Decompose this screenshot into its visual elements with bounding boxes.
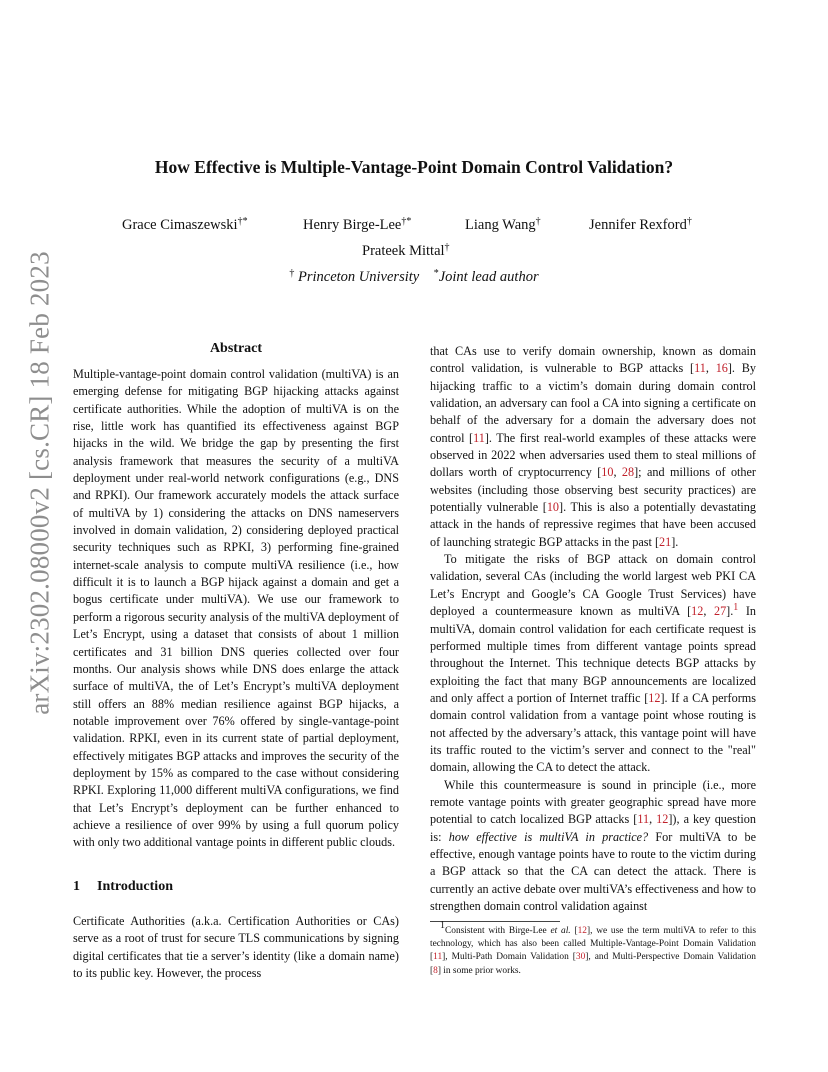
citation-link[interactable]: 10	[546, 500, 560, 515]
text-run: that CAs use to verify domain ownership, known as domain control validation, is vulnerable to BGP attacks [	[430, 344, 756, 376]
intro-body: Certificate Authorities (a.k.a. Certification Authorities or CAs) serve as a root of trust for secure TLS communications by signing digital certificates that tie a server’s identity (like a domain name) to its public key. However, the process	[73, 914, 399, 981]
text-run: ].	[671, 534, 679, 549]
text-run: In multiVA, domain control validation for each certificate request is performed multiple times from different vantage points spread throughout the Internet. This technique detects BGP attacks by exploiting the fact that many BGP announcements are localized and only affect a portion of Internet traffic [	[430, 604, 756, 705]
author: Henry Birge-Lee†*	[303, 216, 412, 233]
citation-link[interactable]: 8	[433, 965, 438, 976]
text-run: [	[570, 926, 578, 936]
citation-link[interactable]: 12	[577, 926, 587, 936]
right-column	[430, 343, 756, 915]
citation-link[interactable]: 11	[473, 430, 485, 445]
text-run: ]; and millions of other websites (including those observing best security practices) are potentially vulnerable [	[430, 465, 756, 515]
emphasis: how effective is multiVA in practice?	[448, 829, 649, 844]
citation-link[interactable]: 12	[656, 812, 669, 827]
footnote-rule	[430, 921, 560, 922]
text-run: To mitigate the risks of BGP attack on domain control validation, several CAs (including the world largest web PKI CA Let’s Encrypt and Google’s CA Google Trust Services) have deployed a countermeasure known as multiVA [	[430, 552, 756, 619]
text-run: Consistent with Birge-Lee	[445, 926, 551, 936]
text-run: ]. The first real-world examples of these attacks were observed in 2022 when adversaries used them to steal millions of dollars worth of cryptocurrency [	[430, 430, 756, 480]
footnote-marker[interactable]: 1	[733, 602, 739, 614]
citation-link[interactable]: 30	[575, 952, 586, 963]
citation-link[interactable]: 16	[715, 361, 728, 376]
text-run: For multiVA to be effective, enough vantage points have to route to the victim during a BGP attack so that the CA can detect the attack. There is currently an active debate over multiVA’s effectiveness and how to strengthen domain control validation against	[430, 829, 757, 913]
citation-link[interactable]: 11	[433, 952, 443, 963]
text-run: ]. By hijacking traffic to a victim’s domain during domain control validation, an adversary can fool a CA into signing a certificate on behalf of the adversary for a domain the adversary does not control [	[430, 361, 756, 445]
citation-link[interactable]: 12	[648, 690, 661, 705]
emphasis: et al.	[550, 926, 571, 936]
text-run: ]), a key question is:	[430, 812, 756, 844]
affiliation: † Princeton University *Joint lead author	[289, 268, 539, 285]
paragraph	[430, 551, 756, 776]
text-run: ,	[649, 812, 657, 827]
citation-link[interactable]: 11	[637, 812, 650, 827]
author: Grace Cimaszewski†*	[122, 216, 248, 233]
text-run: ], Multi-Path Domain Validation [	[442, 952, 576, 963]
paragraph	[430, 777, 756, 916]
author: Liang Wang†	[465, 216, 541, 233]
text-run: ], and Multi-Perspective Domain Validation [	[430, 952, 756, 976]
text-run: ,	[703, 604, 714, 619]
paper-title: How Effective is Multiple-Vantage-Point Domain Control Validation?	[154, 157, 674, 177]
citation-link[interactable]: 12	[691, 604, 704, 619]
text-run: ,	[613, 465, 622, 480]
abstract-body: Multiple-vantage-point domain control validation (multiVA) is an emerging defense for mitigating BGP hijacking attacks against certificate authorities. While the adoption of multiVA is on the rise, little work has quantified its effectiveness against BGP hijacks in the wild. We bridge the gap by presenting the first analysis framework that measures the security of a multiVA deployment under real-world network configurations (e.g., DNS and RPKI). Our framework accurately models the attack surface of multiVA by 1) considering the attacks on DNS nameservers involved in domain validation, 2) considering deployed practical security techniques such as RPKI, 3) performing fine-grained internet-scale analysis to compute multiVA resilience (i.e., how difficult it is to launch a BGP hijack against a domain and get a bogus certificate under multiVA). We use our framework to perform a rigorous security analysis of the multiVA deployment of Let’s Encrypt, using a dataset that consists of about 1 million certificates and 31 billion DNS queries collected over four months. Our analysis shows while DNS does enlarge the attack surface of multiVA, the of Let’s Encrypt’s multiVA deployment still offers an 88% median resilience against BGP hijacks, a notable improvement over 76% offered by single-vantage-point validation. RPKI, even in its current state of partial deployment, effectively mitigates BGP attacks and improves the security of the deployment by 15% as compared to the case without considering RPKI. Exploring 11,000 different multiVA configurations, we find that Let’s Encrypt’s deployment can be further enhanced to achieve a resilience of over 99% by using a full quorum policy with only two additional vantage points in different public clouds.	[73, 367, 399, 850]
citation-link[interactable]: 21	[659, 534, 672, 549]
footnote	[430, 920, 757, 978]
text-run: ,	[705, 361, 716, 376]
citation-link[interactable]: 11	[694, 361, 706, 376]
author: Jennifer Rexford†	[589, 216, 692, 233]
text-run: ]. This is also a potentially devastating attack in the hands of repressive regimes that have been accused of launching strategic BGP attacks in the past [	[430, 500, 756, 549]
paragraph	[430, 343, 756, 551]
citation-link[interactable]: 28	[621, 465, 635, 480]
citation-link[interactable]: 10	[601, 465, 614, 480]
citation-link[interactable]: 27	[713, 604, 727, 619]
section-heading: 1 Introduction	[73, 879, 173, 894]
text-run: ], we use the term multiVA to refer to this technology, which has also been called Multiple-Vantage-Point Domain Validation [	[430, 926, 757, 963]
text-run: While this countermeasure is sound in principle (i.e., more remote vantage points with greater geographic spread have more potential to catch localized BGP attacks [	[430, 777, 756, 827]
text-run: ]. If a CA performs domain control validation from a vantage point whose routing is not affected by the adversary’s attack, this vantage point will have its traffic routed to the victim’s server and connect to the "real" domain, allowing the CA to detect the attack.	[430, 690, 756, 775]
text-run: ].	[726, 604, 734, 619]
arxiv-id: arXiv:2302.08000v2 [cs.CR] 18 Feb 2023	[24, 251, 55, 715]
abstract-heading: Abstract	[209, 341, 263, 356]
footnote-marker: 1	[440, 920, 445, 931]
text-run: ] in some prior works.	[437, 965, 521, 976]
author: Prateek Mittal†	[362, 242, 450, 259]
